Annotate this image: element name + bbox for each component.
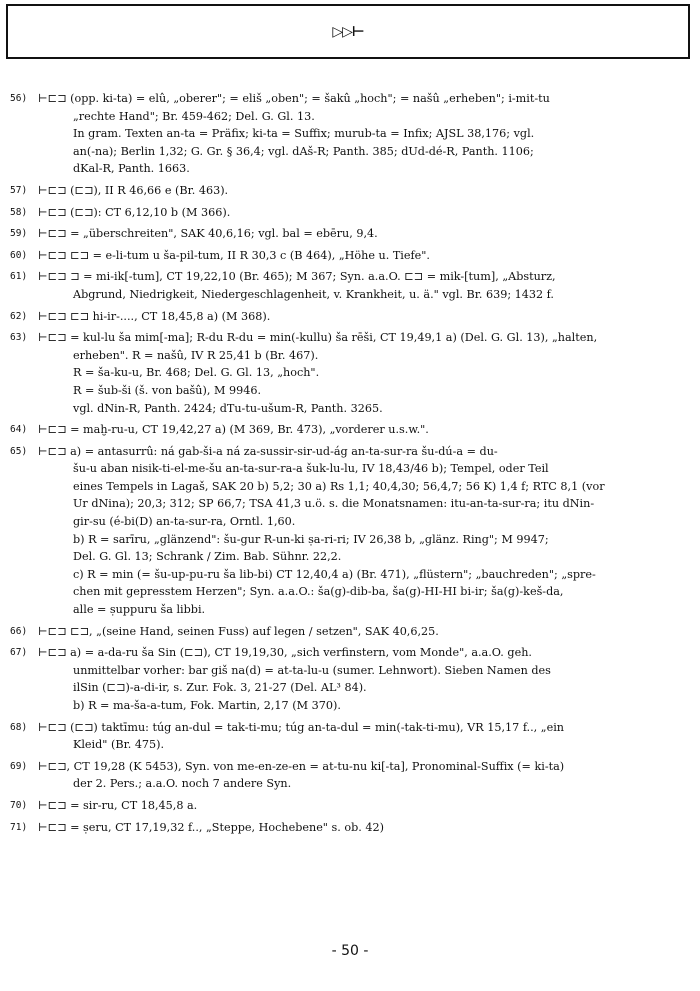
entry-text: an(-na); Berlin 1,32; G. Gr. § 36,4; vgl. dAš-R; Panth. 385; dUd-dé-R, Panth. 1106; [73, 144, 534, 158]
entry-first-line [10, 329, 682, 347]
entry [10, 247, 682, 265]
entry-continuation-line [10, 601, 682, 619]
page-number: - 50 - [331, 943, 369, 959]
entry-first-line [10, 225, 682, 243]
entry-continuation-line [10, 400, 682, 418]
entry [10, 225, 682, 243]
entry-text: ⊢⊏⊐ a) = a-da-ru ša Sin (⊏⊐), CT 19,19,30, „sich verfinstern, vom Monde", a.a.O. geh. [38, 646, 532, 660]
entry-first-line [10, 247, 682, 265]
entry-number: 59) [10, 228, 28, 240]
entry-text: b) R = ma-ša-a-tum, Fok. Martin, 2,17 (M 370). [73, 699, 341, 712]
entry-continuation-line [10, 364, 682, 382]
entry [10, 204, 682, 222]
entry-text: ⊢⊏⊐ = sir-ru, CT 18,45,8 a. [38, 798, 198, 812]
entry [10, 268, 682, 303]
entry [10, 421, 682, 439]
entry-first-line [10, 90, 682, 108]
entry-continuation-line [10, 513, 682, 531]
entry-text: ⊢⊏⊐ ⊐ = mi-ik[-tum], CT 19,22,10 (Br. 465); M 367; Syn. a.a.O. ⊏⊐ = mik-[tum], „Absturz, [38, 270, 556, 284]
entry-text: ⊢⊏⊐ a) = antasurrû: ná gab-ši-a ná za-sussir-sir-ud-ág an-ta-sur-ra šu-dú-a = du- [38, 444, 498, 458]
entry-continuation-line [10, 679, 682, 697]
entry [10, 329, 682, 417]
entry-text: Abgrund, Niedrigkeit, Niedergeschlagenheit, v. Krankheit, u. ä." vgl. Br. 639; 1432 f. [73, 287, 554, 301]
entry-continuation-line [10, 460, 682, 478]
entry-continuation-line [10, 548, 682, 566]
entry-text: ⊢⊏⊐ = „überschreiten", SAK 40,6,16; vgl. bal = ebēru, 9,4. [38, 227, 378, 241]
entry-first-line [10, 421, 682, 439]
entry-first-line [10, 204, 682, 222]
entry-text: ⊢⊏⊐ (⊏⊐): CT 6,12,10 b (M 366). [38, 205, 231, 219]
entry-number: 58) [10, 206, 28, 218]
entry-continuation-line [10, 566, 682, 584]
entry-first-line [10, 268, 682, 286]
entry-first-line [10, 623, 682, 641]
entry-text: Kleid" (Br. 475). [73, 738, 165, 752]
entry-number: 67) [10, 647, 28, 659]
entry-text: ilSin (⊏⊐)-a-di-ir, s. Zur. Fok. 3, 21-27 (Del. AL³ 84). [73, 681, 367, 695]
entry-text: vgl. dNin-R, Panth. 2424; dTu-tu-ušum-R, Panth. 3265. [73, 401, 383, 415]
entry-number: 69) [10, 760, 28, 772]
entry-first-line [10, 443, 682, 461]
entry-text: Del. G. Gl. 13; Schrank / Zim. Bab. Sühnr. 22,2. [73, 550, 342, 564]
entry-continuation-line [10, 382, 682, 400]
entry-continuation-line [10, 583, 682, 601]
entry [10, 182, 682, 200]
entry-continuation-line [10, 160, 682, 178]
entry-number: 64) [10, 424, 28, 436]
entry-number: 57) [10, 184, 28, 196]
entry-text: ⊢⊏⊐ ⊏⊐ = e-li-tum u ša-pil-tum, II R 30,3 c (B 464), „Höhe u. Tiefe". [38, 248, 430, 262]
entry-first-line [10, 758, 682, 776]
entry-text: b) R = sarīru, „glänzend": šu-gur R-un-ki ṣa-ri-ri; IV 26,38 b, „glänz. Ring"; M 9947; [73, 532, 549, 546]
entry-text: ⊢⊏⊐, CT 19,28 (K 5453), Syn. von me-en-ze-en = at-tu-nu ki[-ta], Pronominal-Suffix (= ki-ta) [38, 759, 565, 773]
entry-first-line [10, 644, 682, 662]
entry-number: 60) [10, 249, 28, 261]
entry-continuation-line [10, 775, 682, 793]
entry-continuation-line [10, 125, 682, 143]
entry [10, 758, 682, 793]
entry-number: 61) [10, 271, 28, 283]
entry-text: ⊢⊏⊐ (⊏⊐) taktīmu: túg an-dul = tak-ti-mu; túg an-ta-dul = min(-tak-ti-mu), VR 15,17 f.., „ein [38, 720, 564, 734]
entry-number: 70) [10, 799, 28, 811]
entry-text: dKal-R, Panth. 1663. [73, 162, 190, 176]
entry-text: unmittelbar vorher: bar giš na(d) = at-ta-lu-u (sumer. Lehnwort). Sieben Namen des [73, 663, 551, 677]
entry-number: 63) [10, 332, 28, 344]
entry-text: gir-su (é-bi(D) an-ta-sur-ra, Orntl. 1,60. [73, 515, 296, 529]
entry-number: 62) [10, 310, 28, 322]
entry-text: ⊢⊏⊐ = ṣeru, CT 17,19,32 f.., „Steppe, Hochebene" s. ob. 42) [38, 820, 384, 834]
entry-continuation-line [10, 286, 682, 304]
entry-first-line [10, 819, 682, 837]
entry-text: šu-u aban nisik-ti-el-me-šu an-ta-sur-ra-a šuk-lu-lu, IV 18,43/46 b); Tempel, oder Teil [73, 462, 549, 476]
entry-text: ⊢⊏⊐ (opp. ki-ta) = elû, „oberer"; = eliš „oben"; = šakû „hoch"; = našû „erheben"; i-mit-tu [38, 92, 550, 105]
entry-text: alle = ṣuppuru ša libbi. [73, 603, 206, 617]
entry [10, 90, 682, 178]
entry-text: erheben". R = našû, IV R 25,41 b (Br. 467). [73, 348, 319, 362]
entry-continuation-line [10, 662, 682, 680]
entry-text: In gram. Texten an-ta = Präfix; ki-ta = Suffix; murub-ta = Infix; AJSL 38,176; vgl. [73, 127, 535, 141]
entry-text: der 2. Pers.; a.a.O. noch 7 andere Syn. [73, 777, 292, 791]
entry [10, 644, 682, 714]
entry [10, 797, 682, 815]
entry-text: ⊢⊏⊐ = kul-lu ša mim[-ma]; R-du R-du = min(-kullu) ša rēši, CT 19,49,1 a) (Del. G. Gl. 13), „halten, [38, 331, 598, 345]
entry-number: 66) [10, 625, 28, 637]
entry [10, 719, 682, 754]
entry-number: 56) [10, 93, 28, 104]
entry-text: eines Tempels in Lagaš, SAK 20 b) 5,2; 30 a) Rs 1,1; 40,4,30; 56,4,7; 56 K) 1,4 f; RTC 8,1 (vor [73, 479, 605, 493]
entry-text: ⊢⊏⊐ = maḫ-ru-u, CT 19,42,27 a) (M 369, Br. 473), „vorderer u.s.w.". [38, 423, 429, 437]
entry-continuation-line [10, 697, 682, 715]
entry-number: 68) [10, 721, 28, 733]
entry-continuation-line [10, 495, 682, 513]
header-box [6, 4, 690, 59]
entry-continuation-line [10, 347, 682, 365]
entry-number: 65) [10, 445, 28, 457]
cuneiform-header-sign: ▷▷⊢ [332, 23, 364, 40]
entry-first-line [10, 308, 682, 326]
entry-text: c) R = min (= šu-up-pu-ru ša lib-bi) CT 12,40,4 a) (Br. 471), „flüstern"; „bauchreden"; „spre- [73, 567, 596, 581]
entry-continuation-line [10, 531, 682, 549]
entry-text: „rechte Hand"; Br. 459-462; Del. G. Gl. 13. [73, 109, 315, 123]
entry-first-line [10, 797, 682, 815]
entry-list [10, 90, 682, 840]
entry [10, 623, 682, 641]
entry-continuation-line [10, 478, 682, 496]
entry [10, 443, 682, 619]
entry-number: 71) [10, 821, 28, 833]
entry-text: R = ša-ku-u, Br. 468; Del. G. Gl. 13, „hoch". [73, 366, 320, 380]
entry-first-line [10, 719, 682, 737]
entry-text: Ur dNina); 20,3; 312; SP 66,7; TSA 41,3 u.ö. s. die Monatsnamen: itu-an-ta-sur-ra; itu dNin- [73, 497, 595, 511]
entry-text: ⊢⊏⊐ ⊏⊐, „(seine Hand, seinen Fuss) auf legen / setzen", SAK 40,6,25. [38, 624, 439, 638]
entry [10, 308, 682, 326]
entry-first-line [10, 182, 682, 200]
entry-continuation-line [10, 108, 682, 126]
entry-spacer [10, 836, 682, 840]
entry-continuation-line [10, 143, 682, 161]
entry-text: ⊢⊏⊐ ⊏⊐ hi-ir-...., CT 18,45,8 a) (M 368). [38, 309, 271, 323]
entry-text: chen mit gepresstem Herzen"; Syn. a.a.O.: ša(g)-dib-ba, ša(g)-HI-HI bi-ir; ša(g)-keš-da, [73, 585, 564, 599]
entry-continuation-line [10, 736, 682, 754]
entry [10, 819, 682, 837]
entry-text: ⊢⊏⊐ (⊏⊐), II R 46,66 e (Br. 463). [38, 183, 229, 197]
entry-text: R = šub-ši (š. von bašû), M 9946. [73, 383, 262, 397]
